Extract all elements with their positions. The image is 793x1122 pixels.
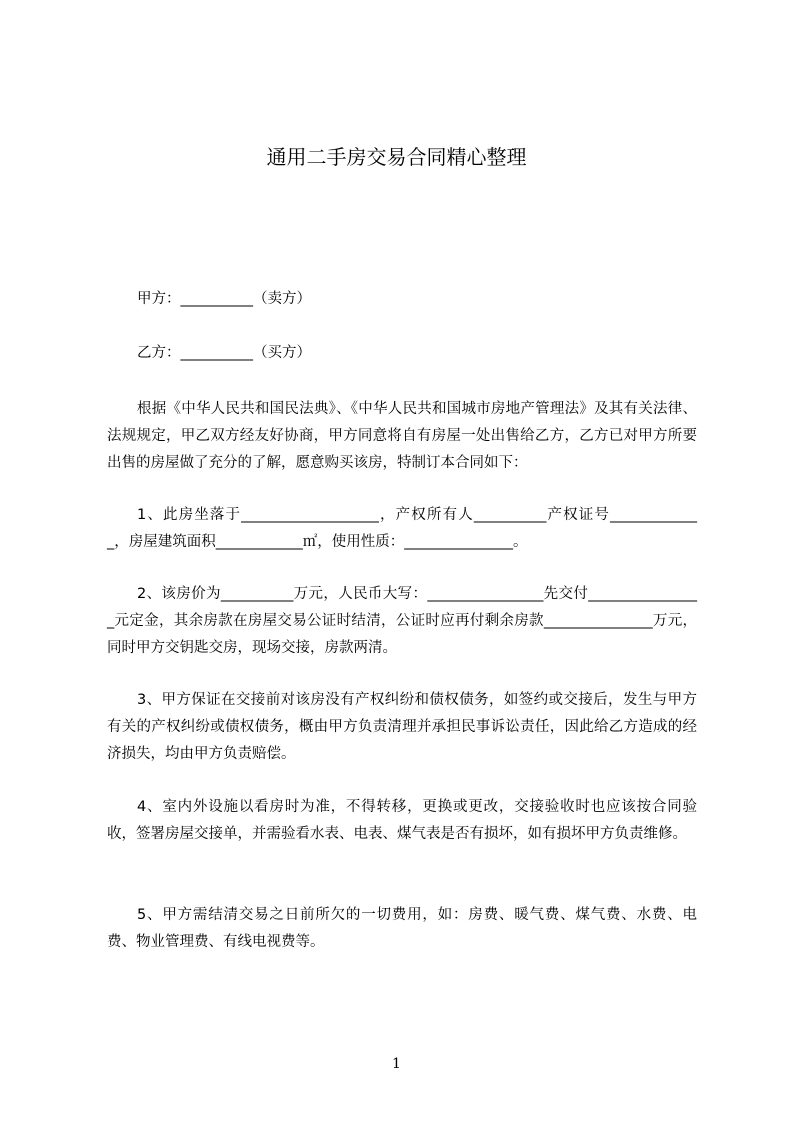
clause-1-property-location: 1、此房坐落于___________________，产权所有人__________产权证号_____________，房屋建筑面积____________㎡，使用性质：_______________。 — [107, 507, 697, 550]
clause-3-property-rights: 3、甲方保证在交接前对该房没有产权纠纷和债权债务，如签约或交接后，发生与甲方有关的产权纠纷或债权债务，概由甲方负责清理并承担民事诉讼责任，因此给乙方造成的经济损失，均由甲方负责赔偿。 — [107, 692, 697, 762]
party-b-line: 乙方：__________（买方） — [137, 345, 311, 361]
clause-4-facilities-inspection: 4、室内外设施以看房时为准，不得转移，更换或更改，交接验收时也应该按合同验收，签署房屋交接单，并需验看水表、电表、煤气表是否有损坏，如有损坏甲方负责维修。 — [107, 799, 697, 842]
document-title: 通用二手房交易合同精心整理 — [266, 145, 527, 169]
clause-2-price-payment: 2、该房价为__________万元，人民币大写：________________先交付________________元定金，其余房款在房屋交易公证时结清，公证时应再付剩余房款_______________万元，同时甲方交钥匙交房，现场交接，房款两清。 — [107, 586, 697, 656]
page-number: 1 — [392, 1056, 401, 1072]
clause-5-outstanding-fees: 5、甲方需结清交易之日前所欠的一切费用，如：房费、暖气费、煤气费、水费、电费、物业管理费、有线电视费等。 — [107, 907, 697, 950]
contract-preamble: 根据《中华人民共和国民法典》、《中华人民共和国城市房地产管理法》及其有关法律、法规规定，甲乙双方经友好协商，甲方同意将自有房屋一处出售给乙方，乙方已对甲方所要出售的房屋做了充分的了解，愿意购买该房，特制订本合同如下： — [107, 401, 697, 471]
party-a-line: 甲方：__________（卖方） — [137, 291, 311, 307]
